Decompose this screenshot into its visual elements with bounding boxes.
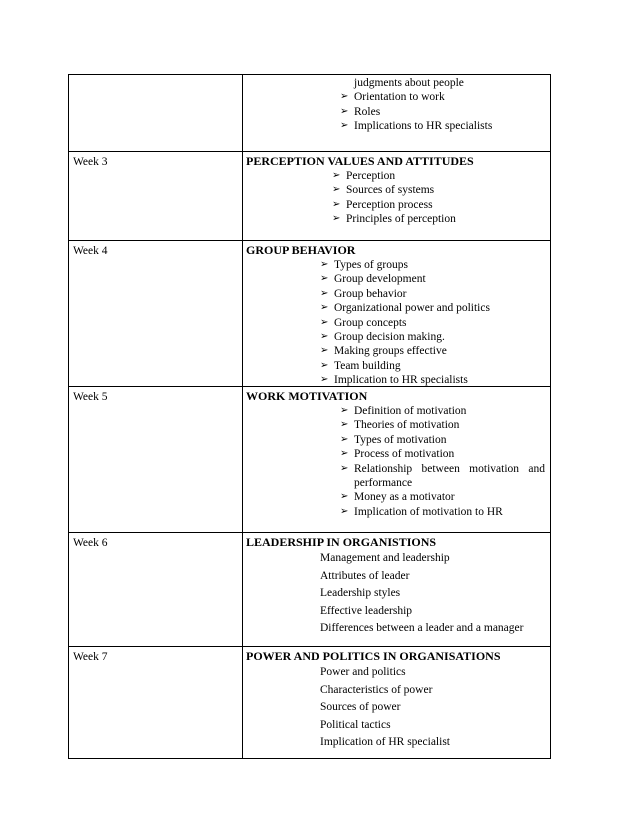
list-item: ➢ Types of groups [320,258,545,272]
topic-list [320,550,545,638]
list-item: ➢ Group decision making. [320,330,545,344]
list-item: Attributes of leader [320,569,410,582]
list-item: ➢ Group development [320,272,545,286]
topic-cell [243,152,551,240]
topic-heading: POWER AND POLITICS IN ORGANISATIONS [246,649,501,663]
week-cell: Week 3 [69,152,243,240]
topic-list [320,664,545,752]
list-item: Management and leadership [320,552,450,564]
continued-text: judgments about people [354,77,464,89]
list-item: Power and politics [320,666,406,678]
list-item: ➢ Implications to HR specialists [340,119,545,133]
list-item: ➢ Sources of systems [332,183,545,197]
list-item: Sources of power [320,701,401,713]
list-item: ➢ Group concepts [320,316,545,330]
list-item: ➢ Theories of motivation [340,418,545,432]
list-item: ➢ Relationship between motivation and performance [340,462,545,491]
topic-cell [243,241,551,386]
list-item: ➢ Principles of perception [332,212,545,226]
list-item: ➢ Group behavior [320,287,545,301]
table-row [69,152,551,241]
topic-heading: WORK MOTIVATION [246,389,368,403]
topic-cell [243,533,551,646]
topic-cell [243,75,551,151]
list-item: ➢ Money as a motivator [340,490,545,504]
topic-list [340,404,545,519]
list-item: ➢ Implication to HR specialists [320,373,545,387]
table-row [69,533,551,647]
topic-cell [243,387,551,532]
week-cell [69,75,243,151]
topic-cell [243,647,551,758]
week-cell: Week 4 [69,241,243,386]
week-cell: Week 5 [69,387,243,532]
list-item: Effective leadership [320,604,413,617]
list-item: ➢ Types of motivation [340,433,545,447]
week-cell: Week 6 [69,533,243,646]
list-item: Characteristics of power [320,683,433,696]
topic-list [320,258,545,388]
list-item: ➢ Definition of motivation [340,404,545,418]
topic-list [340,90,545,133]
topic-heading: PERCEPTION VALUES AND ATTITUDES [246,154,474,168]
list-item: Implication of HR specialist [320,736,450,748]
list-item: ➢ Making groups effective [320,344,545,358]
course-schedule-table [68,74,551,759]
list-item: ➢ Roles [340,105,545,119]
topic-heading: LEADERSHIP IN ORGANISTIONS [246,535,437,549]
list-item: Leadership styles [320,587,401,599]
table-row [69,75,551,152]
week-cell: Week 7 [69,647,243,758]
table-row [69,387,551,533]
list-item: ➢ Team building [320,359,545,373]
list-item: ➢ Perception process [332,198,545,212]
table-row [69,241,551,387]
list-item: Differences between a leader and a manager [320,622,524,634]
table-row [69,647,551,759]
list-item: ➢ Process of motivation [340,447,545,461]
list-item: Political tactics [320,718,391,731]
topic-heading: GROUP BEHAVIOR [246,243,356,257]
list-item: ➢ Perception [332,169,545,183]
list-item: ➢ Implication of motivation to HR [340,505,545,519]
topic-list [332,169,545,227]
list-item: ➢ Organizational power and politics [320,301,545,315]
list-item: ➢ Orientation to work [340,90,545,104]
